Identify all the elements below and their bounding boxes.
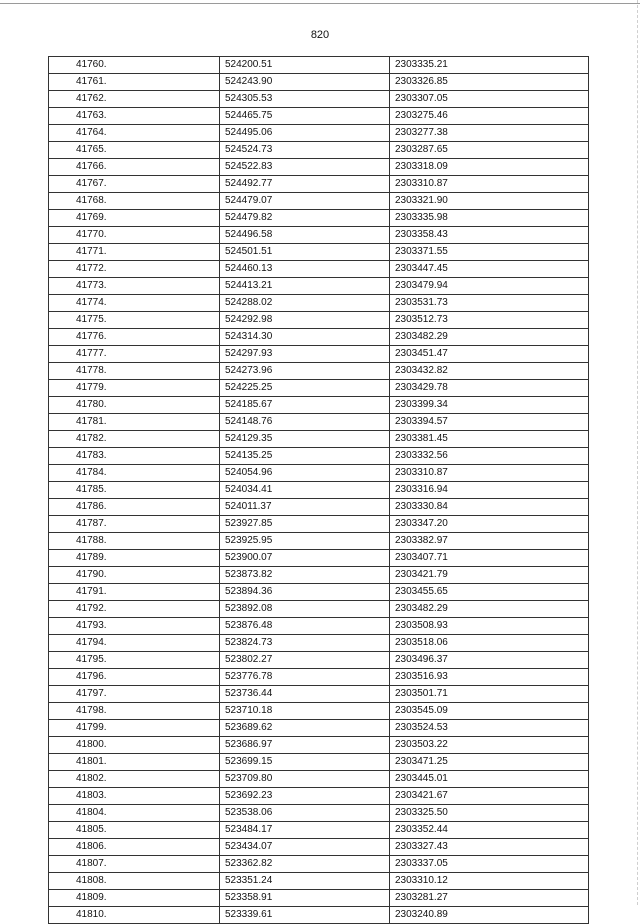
table-row	[49, 261, 589, 278]
y-coordinate-cell: 2303332.56	[390, 448, 589, 465]
y-coordinate-cell: 2303281.27	[390, 890, 589, 907]
y-coordinate-cell: 2303445.01	[390, 771, 589, 788]
x-coordinate-cell: 524479.07	[220, 193, 390, 210]
y-coordinate-cell: 2303479.94	[390, 278, 589, 295]
y-coordinate-cell: 2303352.44	[390, 822, 589, 839]
x-coordinate-cell: 523824.73	[220, 635, 390, 652]
table-row	[49, 907, 589, 924]
y-coordinate-cell: 2303335.98	[390, 210, 589, 227]
x-coordinate-cell: 524292.98	[220, 312, 390, 329]
point-number-cell: 41802.	[49, 771, 220, 788]
y-coordinate-cell: 2303330.84	[390, 499, 589, 516]
x-coordinate-cell: 523351.24	[220, 873, 390, 890]
point-number-cell: 41781.	[49, 414, 220, 431]
table-row	[49, 159, 589, 176]
x-coordinate-cell: 524297.93	[220, 346, 390, 363]
y-coordinate-cell: 2303455.65	[390, 584, 589, 601]
point-number-cell: 41777.	[49, 346, 220, 363]
point-number-cell: 41772.	[49, 261, 220, 278]
y-coordinate-cell: 2303451.47	[390, 346, 589, 363]
x-coordinate-cell: 524413.21	[220, 278, 390, 295]
point-number-cell: 41806.	[49, 839, 220, 856]
table-row	[49, 635, 589, 652]
x-coordinate-cell: 523710.18	[220, 703, 390, 720]
point-number-cell: 41760.	[49, 57, 220, 74]
point-number-cell: 41769.	[49, 210, 220, 227]
table-row	[49, 125, 589, 142]
point-number-cell: 41796.	[49, 669, 220, 686]
point-number-cell: 41761.	[49, 74, 220, 91]
x-coordinate-cell: 524305.53	[220, 91, 390, 108]
x-coordinate-cell: 523362.82	[220, 856, 390, 873]
point-number-cell: 41774.	[49, 295, 220, 312]
point-number-cell: 41785.	[49, 482, 220, 499]
point-number-cell: 41794.	[49, 635, 220, 652]
x-coordinate-cell: 524011.37	[220, 499, 390, 516]
top-rule	[0, 3, 640, 4]
x-coordinate-cell: 524200.51	[220, 57, 390, 74]
y-coordinate-cell: 2303275.46	[390, 108, 589, 125]
table-row	[49, 312, 589, 329]
x-coordinate-cell: 524496.58	[220, 227, 390, 244]
table-row	[49, 210, 589, 227]
point-number-cell: 41766.	[49, 159, 220, 176]
y-coordinate-cell: 2303287.65	[390, 142, 589, 159]
table-row	[49, 618, 589, 635]
point-number-cell: 41768.	[49, 193, 220, 210]
table-row	[49, 176, 589, 193]
x-coordinate-cell: 523925.95	[220, 533, 390, 550]
y-coordinate-cell: 2303318.09	[390, 159, 589, 176]
table-row	[49, 754, 589, 771]
point-number-cell: 41763.	[49, 108, 220, 125]
y-coordinate-cell: 2303421.79	[390, 567, 589, 584]
x-coordinate-cell: 524501.51	[220, 244, 390, 261]
point-number-cell: 41810.	[49, 907, 220, 924]
x-coordinate-cell: 524288.02	[220, 295, 390, 312]
x-coordinate-cell: 523358.91	[220, 890, 390, 907]
y-coordinate-cell: 2303531.73	[390, 295, 589, 312]
x-coordinate-cell: 524273.96	[220, 363, 390, 380]
y-coordinate-cell: 2303277.38	[390, 125, 589, 142]
x-coordinate-cell: 523686.97	[220, 737, 390, 754]
y-coordinate-cell: 2303325.50	[390, 805, 589, 822]
y-coordinate-cell: 2303516.93	[390, 669, 589, 686]
point-number-cell: 41764.	[49, 125, 220, 142]
table-row	[49, 499, 589, 516]
y-coordinate-cell: 2303381.45	[390, 431, 589, 448]
y-coordinate-cell: 2303503.22	[390, 737, 589, 754]
table-row	[49, 57, 589, 74]
y-coordinate-cell: 2303545.09	[390, 703, 589, 720]
point-number-cell: 41800.	[49, 737, 220, 754]
point-number-cell: 41801.	[49, 754, 220, 771]
y-coordinate-cell: 2303326.85	[390, 74, 589, 91]
point-number-cell: 41767.	[49, 176, 220, 193]
x-coordinate-cell: 524314.30	[220, 329, 390, 346]
y-coordinate-cell: 2303482.29	[390, 329, 589, 346]
x-coordinate-cell: 524465.75	[220, 108, 390, 125]
point-number-cell: 41792.	[49, 601, 220, 618]
y-coordinate-cell: 2303501.71	[390, 686, 589, 703]
y-coordinate-cell: 2303508.93	[390, 618, 589, 635]
table-row	[49, 414, 589, 431]
table-row	[49, 227, 589, 244]
table-row	[49, 346, 589, 363]
point-number-cell: 41804.	[49, 805, 220, 822]
x-coordinate-cell: 524129.35	[220, 431, 390, 448]
x-coordinate-cell: 524225.25	[220, 380, 390, 397]
table-row	[49, 108, 589, 125]
x-coordinate-cell: 523873.82	[220, 567, 390, 584]
point-number-cell: 41798.	[49, 703, 220, 720]
table-row	[49, 856, 589, 873]
point-number-cell: 41782.	[49, 431, 220, 448]
point-number-cell: 41790.	[49, 567, 220, 584]
table-row	[49, 142, 589, 159]
point-number-cell: 41788.	[49, 533, 220, 550]
y-coordinate-cell: 2303310.87	[390, 465, 589, 482]
point-number-cell: 41786.	[49, 499, 220, 516]
point-number-cell: 41805.	[49, 822, 220, 839]
point-number-cell: 41809.	[49, 890, 220, 907]
point-number-cell: 41779.	[49, 380, 220, 397]
y-coordinate-cell: 2303471.25	[390, 754, 589, 771]
point-number-cell: 41780.	[49, 397, 220, 414]
x-coordinate-cell: 523876.48	[220, 618, 390, 635]
x-coordinate-cell: 524522.83	[220, 159, 390, 176]
coordinates-table-body	[49, 57, 589, 924]
y-coordinate-cell: 2303240.89	[390, 907, 589, 924]
x-coordinate-cell: 523894.36	[220, 584, 390, 601]
point-number-cell: 41776.	[49, 329, 220, 346]
table-row	[49, 703, 589, 720]
y-coordinate-cell: 2303307.05	[390, 91, 589, 108]
point-number-cell: 41789.	[49, 550, 220, 567]
page-edge	[637, 0, 638, 905]
x-coordinate-cell: 523709.80	[220, 771, 390, 788]
point-number-cell: 41783.	[49, 448, 220, 465]
y-coordinate-cell: 2303524.53	[390, 720, 589, 737]
table-row	[49, 839, 589, 856]
y-coordinate-cell: 2303407.71	[390, 550, 589, 567]
table-row	[49, 482, 589, 499]
y-coordinate-cell: 2303327.43	[390, 839, 589, 856]
x-coordinate-cell: 524524.73	[220, 142, 390, 159]
x-coordinate-cell: 523776.78	[220, 669, 390, 686]
table-row	[49, 601, 589, 618]
table-row	[49, 74, 589, 91]
table-row	[49, 873, 589, 890]
y-coordinate-cell: 2303358.43	[390, 227, 589, 244]
x-coordinate-cell: 524054.96	[220, 465, 390, 482]
table-row	[49, 686, 589, 703]
y-coordinate-cell: 2303321.90	[390, 193, 589, 210]
y-coordinate-cell: 2303382.97	[390, 533, 589, 550]
x-coordinate-cell: 523736.44	[220, 686, 390, 703]
table-row	[49, 669, 589, 686]
table-row	[49, 890, 589, 907]
y-coordinate-cell: 2303310.87	[390, 176, 589, 193]
point-number-cell: 41778.	[49, 363, 220, 380]
x-coordinate-cell: 524492.77	[220, 176, 390, 193]
x-coordinate-cell: 524185.67	[220, 397, 390, 414]
point-number-cell: 41808.	[49, 873, 220, 890]
table-row	[49, 448, 589, 465]
point-number-cell: 41773.	[49, 278, 220, 295]
table-row	[49, 533, 589, 550]
table-row	[49, 91, 589, 108]
table-row	[49, 550, 589, 567]
table-row	[49, 244, 589, 261]
y-coordinate-cell: 2303482.29	[390, 601, 589, 618]
point-number-cell: 41765.	[49, 142, 220, 159]
x-coordinate-cell: 524460.13	[220, 261, 390, 278]
table-row	[49, 737, 589, 754]
coordinates-table	[48, 56, 589, 924]
y-coordinate-cell: 2303316.94	[390, 482, 589, 499]
y-coordinate-cell: 2303421.67	[390, 788, 589, 805]
table-row	[49, 278, 589, 295]
point-number-cell: 41771.	[49, 244, 220, 261]
y-coordinate-cell: 2303447.45	[390, 261, 589, 278]
y-coordinate-cell: 2303496.37	[390, 652, 589, 669]
y-coordinate-cell: 2303335.21	[390, 57, 589, 74]
x-coordinate-cell: 524243.90	[220, 74, 390, 91]
x-coordinate-cell: 524135.25	[220, 448, 390, 465]
point-number-cell: 41784.	[49, 465, 220, 482]
point-number-cell: 41787.	[49, 516, 220, 533]
x-coordinate-cell: 523900.07	[220, 550, 390, 567]
table-row	[49, 295, 589, 312]
table-row	[49, 516, 589, 533]
x-coordinate-cell: 524495.06	[220, 125, 390, 142]
table-row	[49, 822, 589, 839]
y-coordinate-cell: 2303432.82	[390, 363, 589, 380]
table-row	[49, 567, 589, 584]
x-coordinate-cell: 524148.76	[220, 414, 390, 431]
point-number-cell: 41793.	[49, 618, 220, 635]
y-coordinate-cell: 2303347.20	[390, 516, 589, 533]
point-number-cell: 41791.	[49, 584, 220, 601]
table-row	[49, 193, 589, 210]
point-number-cell: 41762.	[49, 91, 220, 108]
y-coordinate-cell: 2303512.73	[390, 312, 589, 329]
y-coordinate-cell: 2303399.34	[390, 397, 589, 414]
y-coordinate-cell: 2303310.12	[390, 873, 589, 890]
x-coordinate-cell: 523699.15	[220, 754, 390, 771]
point-number-cell: 41770.	[49, 227, 220, 244]
x-coordinate-cell: 523538.06	[220, 805, 390, 822]
x-coordinate-cell: 524034.41	[220, 482, 390, 499]
x-coordinate-cell: 523692.23	[220, 788, 390, 805]
y-coordinate-cell: 2303394.57	[390, 414, 589, 431]
y-coordinate-cell: 2303371.55	[390, 244, 589, 261]
x-coordinate-cell: 523434.07	[220, 839, 390, 856]
x-coordinate-cell: 524479.82	[220, 210, 390, 227]
table-row	[49, 771, 589, 788]
x-coordinate-cell: 523689.62	[220, 720, 390, 737]
table-row	[49, 363, 589, 380]
y-coordinate-cell: 2303337.05	[390, 856, 589, 873]
table-row	[49, 805, 589, 822]
table-row	[49, 397, 589, 414]
table-row	[49, 380, 589, 397]
point-number-cell: 41797.	[49, 686, 220, 703]
x-coordinate-cell: 523484.17	[220, 822, 390, 839]
point-number-cell: 41775.	[49, 312, 220, 329]
point-number-cell: 41807.	[49, 856, 220, 873]
x-coordinate-cell: 523892.08	[220, 601, 390, 618]
point-number-cell: 41803.	[49, 788, 220, 805]
page-number: 820	[310, 29, 330, 41]
y-coordinate-cell: 2303518.06	[390, 635, 589, 652]
table-row	[49, 652, 589, 669]
table-row	[49, 720, 589, 737]
table-row	[49, 431, 589, 448]
point-number-cell: 41795.	[49, 652, 220, 669]
x-coordinate-cell: 523802.27	[220, 652, 390, 669]
table-row	[49, 788, 589, 805]
point-number-cell: 41799.	[49, 720, 220, 737]
table-row	[49, 584, 589, 601]
table-row	[49, 465, 589, 482]
x-coordinate-cell: 523927.85	[220, 516, 390, 533]
table-row	[49, 329, 589, 346]
x-coordinate-cell: 523339.61	[220, 907, 390, 924]
y-coordinate-cell: 2303429.78	[390, 380, 589, 397]
